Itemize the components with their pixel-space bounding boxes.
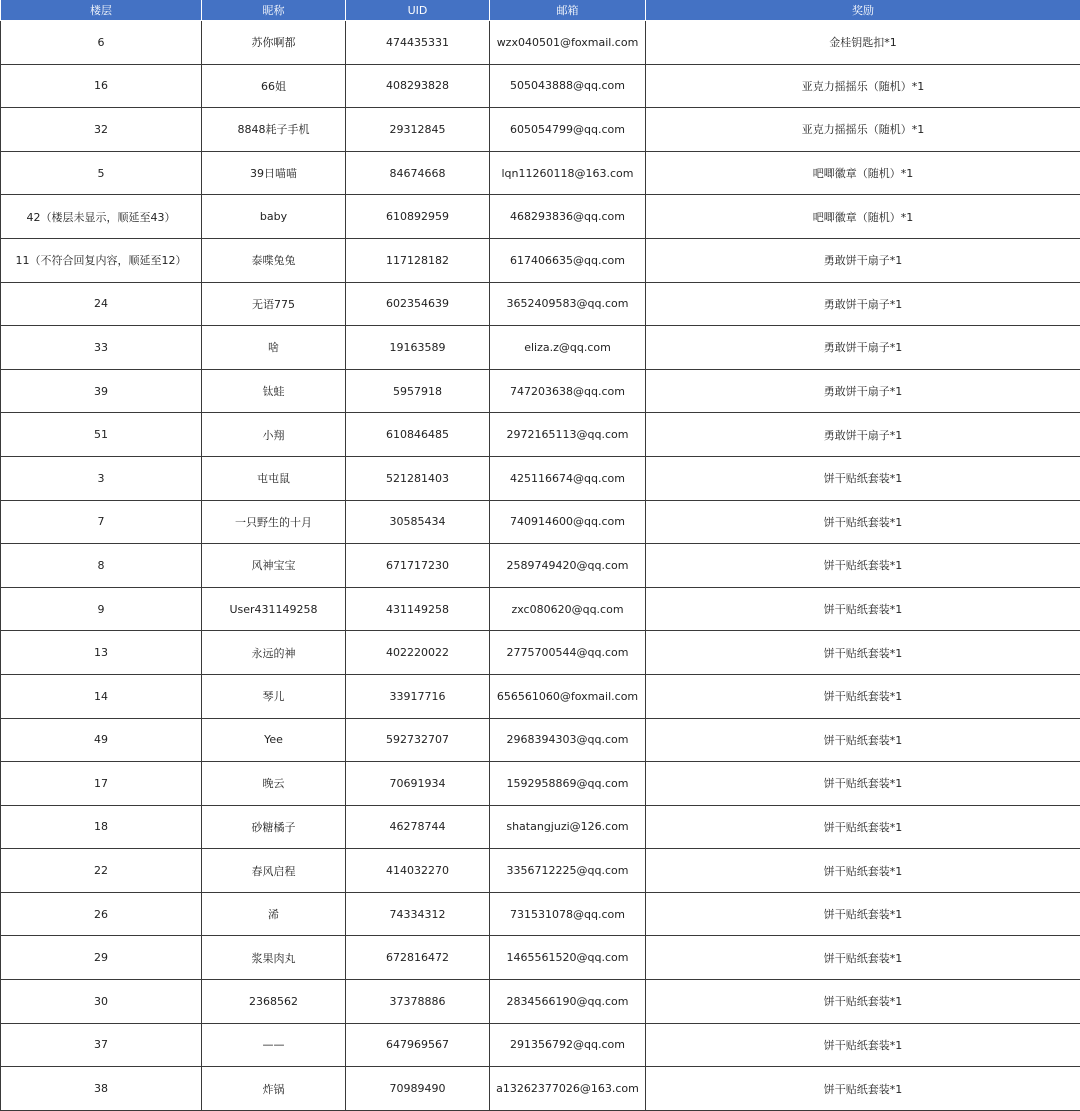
cell-uid: 70691934 [346,762,490,806]
cell-reward: 饼干贴纸套装*1 [646,456,1080,500]
cell-email: 3356712225@qq.com [490,849,646,893]
cell-reward: 金桂钥匙扣*1 [646,21,1080,65]
cell-floor: 22 [1,849,202,893]
cell-email: 1592958869@qq.com [490,762,646,806]
cell-uid: 84674668 [346,151,490,195]
cell-floor: 5 [1,151,202,195]
cell-nickname: 无语775 [202,282,346,326]
cell-nickname: 风神宝宝 [202,544,346,588]
cell-email: 3652409583@qq.com [490,282,646,326]
cell-reward: 饼干贴纸套装*1 [646,1067,1080,1111]
cell-reward: 勇敢饼干扇子*1 [646,369,1080,413]
cell-email: 605054799@qq.com [490,108,646,152]
cell-nickname: 永远的神 [202,631,346,675]
cell-floor: 8 [1,544,202,588]
cell-email: lqn11260118@163.com [490,151,646,195]
table-row [1,674,1080,718]
table-row [1,456,1080,500]
cell-email: 291356792@qq.com [490,1023,646,1067]
cell-nickname: 苏你啊都 [202,21,346,65]
cell-email: 2775700544@qq.com [490,631,646,675]
table-row [1,980,1080,1024]
table-row [1,587,1080,631]
cell-floor: 49 [1,718,202,762]
cell-nickname: 一只野生的十月 [202,500,346,544]
cell-reward: 吧唧徽章（随机）*1 [646,195,1080,239]
cell-floor: 51 [1,413,202,457]
cell-uid: 414032270 [346,849,490,893]
cell-nickname: 炸锅 [202,1067,346,1111]
header-nickname: 昵称 [202,0,346,21]
cell-reward: 饼干贴纸套装*1 [646,587,1080,631]
cell-uid: 402220022 [346,631,490,675]
cell-email: 425116674@qq.com [490,456,646,500]
cell-email: 617406635@qq.com [490,238,646,282]
cell-nickname: —— [202,1023,346,1067]
cell-floor: 11（不符合回复内容，顺延至12） [1,238,202,282]
cell-email: 468293836@qq.com [490,195,646,239]
cell-email: a13262377026@163.com [490,1067,646,1111]
cell-email: 2968394303@qq.com [490,718,646,762]
cell-reward: 亚克力摇摇乐（随机）*1 [646,64,1080,108]
cell-reward: 勇敢饼干扇子*1 [646,238,1080,282]
cell-nickname: 66姐 [202,64,346,108]
cell-nickname: 钛蛙 [202,369,346,413]
cell-floor: 32 [1,108,202,152]
cell-reward: 饼干贴纸套装*1 [646,849,1080,893]
table-row [1,369,1080,413]
table-body [1,21,1080,1111]
table-row [1,108,1080,152]
cell-uid: 521281403 [346,456,490,500]
cell-nickname: 浆果肉丸 [202,936,346,980]
cell-uid: 5957918 [346,369,490,413]
table-row [1,326,1080,370]
cell-nickname: 2368562 [202,980,346,1024]
cell-nickname: 8848耗子手机 [202,108,346,152]
table-row [1,805,1080,849]
cell-reward: 饼干贴纸套装*1 [646,762,1080,806]
cell-nickname: 晚云 [202,762,346,806]
cell-email: wzx040501@foxmail.com [490,21,646,65]
cell-nickname: User431149258 [202,587,346,631]
cell-uid: 30585434 [346,500,490,544]
cell-uid: 610846485 [346,413,490,457]
table-row [1,892,1080,936]
cell-reward: 饼干贴纸套装*1 [646,980,1080,1024]
table-row [1,762,1080,806]
cell-nickname: 浠 [202,892,346,936]
cell-uid: 117128182 [346,238,490,282]
cell-reward: 吧唧徽章（随机）*1 [646,151,1080,195]
cell-uid: 46278744 [346,805,490,849]
cell-nickname: 琴儿 [202,674,346,718]
cell-floor: 33 [1,326,202,370]
cell-uid: 19163589 [346,326,490,370]
cell-reward: 饼干贴纸套装*1 [646,892,1080,936]
table-row [1,238,1080,282]
cell-reward: 勇敢饼干扇子*1 [646,326,1080,370]
cell-email: 505043888@qq.com [490,64,646,108]
cell-email: eliza.z@qq.com [490,326,646,370]
header-email: 邮箱 [490,0,646,21]
cell-floor: 26 [1,892,202,936]
cell-floor: 9 [1,587,202,631]
table-row [1,849,1080,893]
cell-uid: 592732707 [346,718,490,762]
cell-uid: 70989490 [346,1067,490,1111]
cell-floor: 42（楼层未显示，顺延至43） [1,195,202,239]
cell-nickname: 啥 [202,326,346,370]
cell-reward: 饼干贴纸套装*1 [646,674,1080,718]
cell-floor: 16 [1,64,202,108]
cell-nickname: 春风启程 [202,849,346,893]
table-row [1,21,1080,65]
table-row [1,282,1080,326]
cell-email: 656561060@foxmail.com [490,674,646,718]
table-row [1,1023,1080,1067]
header-uid: UID [346,0,490,21]
table-header [1,0,1080,21]
cell-floor: 14 [1,674,202,718]
header-row [1,0,1080,21]
cell-nickname: Yee [202,718,346,762]
cell-uid: 610892959 [346,195,490,239]
cell-floor: 6 [1,21,202,65]
cell-reward: 勇敢饼干扇子*1 [646,413,1080,457]
cell-uid: 29312845 [346,108,490,152]
table-row [1,631,1080,675]
cell-nickname: 砂糖橘子 [202,805,346,849]
cell-floor: 30 [1,980,202,1024]
cell-uid: 74334312 [346,892,490,936]
cell-reward: 饼干贴纸套装*1 [646,805,1080,849]
cell-email: 731531078@qq.com [490,892,646,936]
cell-floor: 39 [1,369,202,413]
cell-uid: 37378886 [346,980,490,1024]
cell-reward: 饼干贴纸套装*1 [646,936,1080,980]
cell-floor: 18 [1,805,202,849]
cell-email: 740914600@qq.com [490,500,646,544]
cell-uid: 33917716 [346,674,490,718]
cell-floor: 3 [1,456,202,500]
cell-uid: 602354639 [346,282,490,326]
table-row [1,718,1080,762]
cell-floor: 7 [1,500,202,544]
header-reward: 奖励 [646,0,1080,21]
cell-email: shatangjuzi@126.com [490,805,646,849]
cell-email: zxc080620@qq.com [490,587,646,631]
cell-reward: 饼干贴纸套装*1 [646,544,1080,588]
cell-nickname: 屯屯鼠 [202,456,346,500]
table-row [1,64,1080,108]
cell-uid: 672816472 [346,936,490,980]
cell-floor: 29 [1,936,202,980]
table-row [1,151,1080,195]
cell-uid: 431149258 [346,587,490,631]
table-row [1,413,1080,457]
cell-floor: 13 [1,631,202,675]
table-row [1,544,1080,588]
cell-email: 2589749420@qq.com [490,544,646,588]
table-row [1,936,1080,980]
cell-reward: 饼干贴纸套装*1 [646,631,1080,675]
cell-floor: 24 [1,282,202,326]
table-row [1,500,1080,544]
cell-reward: 饼干贴纸套装*1 [646,718,1080,762]
cell-nickname: 39日喵喵 [202,151,346,195]
cell-email: 2972165113@qq.com [490,413,646,457]
cell-uid: 671717230 [346,544,490,588]
table-row [1,195,1080,239]
cell-email: 1465561520@qq.com [490,936,646,980]
cell-email: 747203638@qq.com [490,369,646,413]
cell-floor: 37 [1,1023,202,1067]
cell-uid: 647969567 [346,1023,490,1067]
cell-email: 2834566190@qq.com [490,980,646,1024]
cell-reward: 勇敢饼干扇子*1 [646,282,1080,326]
cell-floor: 38 [1,1067,202,1111]
cell-uid: 474435331 [346,21,490,65]
cell-reward: 饼干贴纸套装*1 [646,1023,1080,1067]
cell-nickname: 小翔 [202,413,346,457]
cell-reward: 亚克力摇摇乐（随机）*1 [646,108,1080,152]
table-row [1,1067,1080,1111]
cell-uid: 408293828 [346,64,490,108]
cell-floor: 17 [1,762,202,806]
cell-reward: 饼干贴纸套装*1 [646,500,1080,544]
cell-nickname: 泰喋兔兔 [202,238,346,282]
header-floor: 楼层 [1,0,202,21]
cell-nickname: baby [202,195,346,239]
